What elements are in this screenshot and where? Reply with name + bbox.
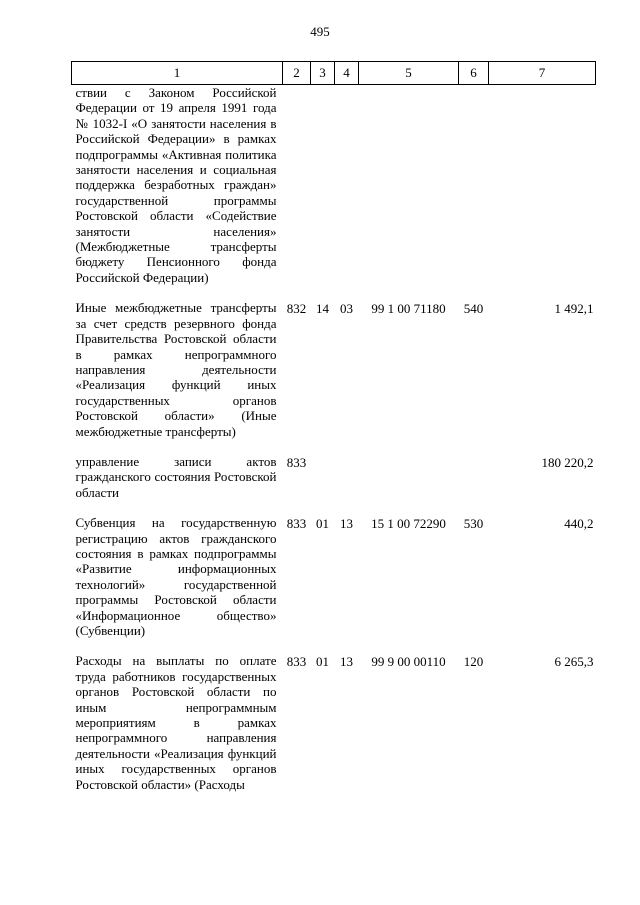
column-number-header-row: [72, 62, 596, 85]
column-header-7: 7: [489, 62, 596, 85]
row-code-c2: 833: [286, 454, 307, 470]
row-code-c5: 99 9 00 00110: [371, 654, 446, 670]
row-code-c2: 833: [286, 654, 307, 670]
column-header-1: 1: [72, 62, 283, 85]
table-row: [72, 653, 596, 792]
row-code-c3: [311, 454, 335, 500]
column-header-2: 2: [283, 62, 311, 85]
row-code-c3: [311, 85, 335, 286]
page-number: 495: [310, 24, 330, 39]
row-code-c5: [359, 454, 459, 500]
budget-table: [71, 61, 596, 792]
row-code-c4: [335, 454, 359, 500]
row-code-c4: 13: [340, 516, 353, 532]
row-code-c5: [359, 85, 459, 286]
row-code-c3: 01: [316, 516, 329, 532]
row-code-c5: 99 1 00 71180: [371, 301, 446, 317]
row-name: Расходы на выплаты по оплате труда работников государственных органов Ростовской области по иным непрограммным мероприятиям в рамках непрограммного направления деятельности «Реализация функций иных государственных органов Ростовской области» (Расходы: [75, 653, 277, 792]
row-code-c2: 833: [286, 516, 307, 532]
row-name: Субвенция на государственную регистрацию актов гражданского состояния в рамках подпрограммы «Развитие информационных технологий» государственной программы Ростовской области «Информационное общество» (Субвенции): [75, 515, 277, 638]
row-amount: 1 492,1: [554, 301, 594, 317]
column-header-3: 3: [311, 62, 335, 85]
row-code-c6: [459, 454, 489, 500]
table-row: [72, 300, 596, 439]
row-amount: 6 265,3: [554, 654, 594, 670]
row-code-c4: 13: [340, 654, 353, 670]
row-code-c4: 03: [340, 301, 353, 317]
row-code-c6: 530: [463, 516, 484, 532]
row-name: управление записи актов гражданского состояния Ростовской области: [75, 453, 277, 500]
table-row: [72, 85, 596, 286]
row-name: Иные межбюджетные трансферты за счет средств резервного фонда Правительства Ростовской области в рамках непрограммного направления деятельности «Реализация функций иных государственных органов Ростовской области» (Иные межбюджетные трансферты): [75, 300, 277, 439]
row-code-c2: 832: [286, 301, 307, 317]
row-code-c2: [283, 85, 311, 286]
row-code-c6: 540: [463, 301, 484, 317]
row-code-c6: [459, 85, 489, 286]
row-code-c6: 120: [463, 654, 484, 670]
column-header-4: 4: [335, 62, 359, 85]
table-row: [72, 454, 596, 500]
column-header-5: 5: [359, 62, 459, 85]
table-row: [72, 515, 596, 638]
row-code-c5: 15 1 00 72290: [371, 516, 446, 532]
column-header-6: 6: [459, 62, 489, 85]
row-amount: 440,2: [564, 516, 594, 532]
row-code-c4: [335, 85, 359, 286]
row-name: ствии с Законом Российской Федерации от 19 апреля 1991 года № 1032-I «О занятости населения в Российской Федерации» в рамках подпрограммы «Активная политика занятости населения и социальная поддержка безработных граждан» государственной программы Ростовской области «Содействие занятости населения» (Межбюджетные трансферты бюджету Пенсионного фонда Российской Федерации): [75, 85, 277, 285]
row-code-c3: 01: [316, 654, 329, 670]
row-code-c3: 14: [316, 301, 329, 317]
row-amount: [489, 85, 596, 286]
row-amount: 180 220,2: [541, 454, 594, 470]
